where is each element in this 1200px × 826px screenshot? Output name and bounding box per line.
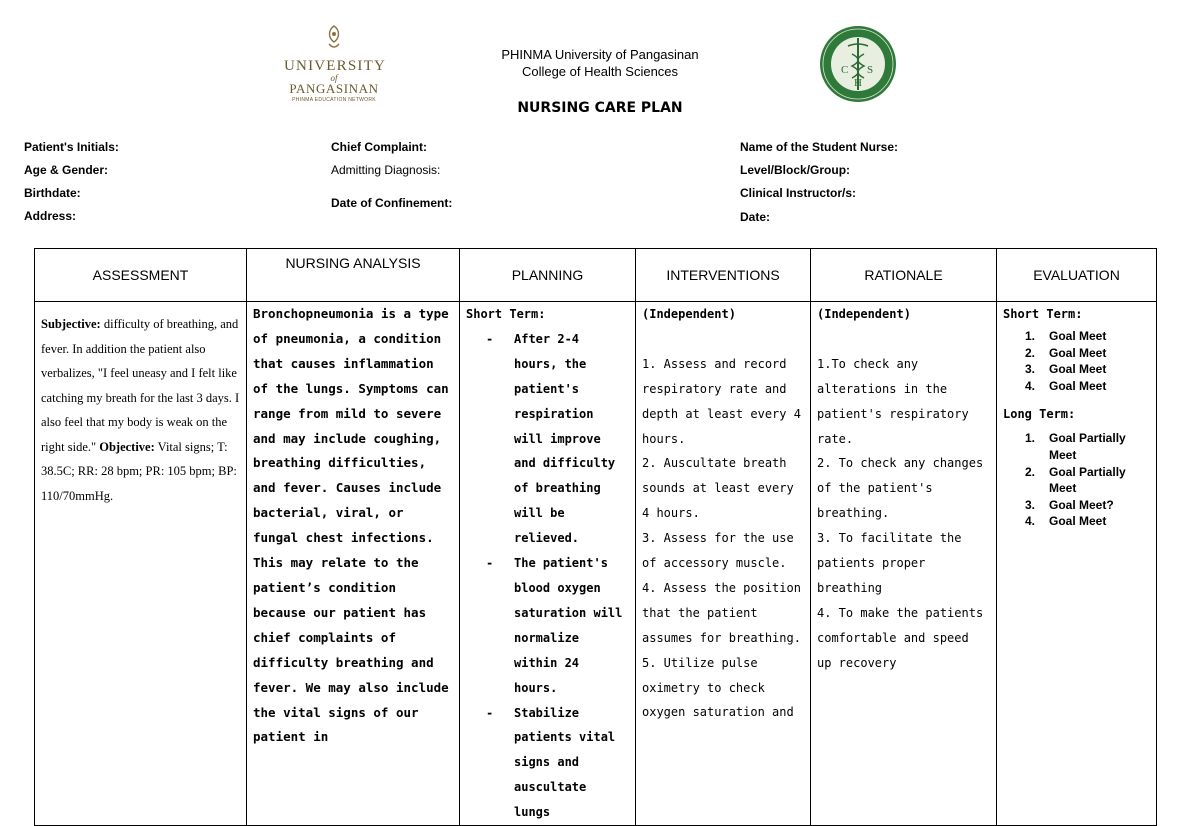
intervention-item-4: 4. Assess the position that the patient assumes for breathing. (642, 580, 801, 645)
interventions-content (636, 302, 810, 725)
evaluation-long-item-3: Goal Meet? (1049, 497, 1114, 512)
list-number: 4. (1025, 378, 1036, 393)
dash-bullet: - (486, 331, 494, 346)
date-label: Date: (740, 210, 771, 224)
evaluation-short-term-label: Short Term: (1003, 307, 1083, 321)
page-title: NURSING CARE PLAN (517, 100, 683, 116)
list-item (1003, 328, 1150, 345)
dash-bullet: - (486, 705, 494, 720)
seal-letter-s: S (867, 64, 874, 76)
college-name: College of Health Sciences (521, 64, 679, 79)
list-number: 1. (1025, 329, 1036, 343)
logo-text-university: UNIVERSITY (284, 58, 386, 74)
list-item (1003, 513, 1150, 530)
dash-bullet: - (486, 556, 494, 571)
list-item (466, 701, 629, 826)
list-item (466, 327, 629, 551)
clinical-instructor-label: Clinical Instructor/s: (740, 186, 857, 200)
rationale-independent-label: (Independent) (817, 307, 911, 321)
header-interventions: INTERVENTIONS (636, 249, 811, 302)
header-evaluation: EVALUATION (997, 249, 1157, 302)
evaluation-short-item-3: Goal Meet (1049, 362, 1107, 377)
planning-short-term-label: Short Term: (466, 307, 546, 321)
list-item (1003, 497, 1150, 514)
level-block-group-label: Level/Block/Group: (740, 163, 851, 177)
subjective-text: difficulty of breathing, and fever. In addition the patient also verbalizes, "I feel uneasy and I felt like catching my breath for the last 3 days. I also feel that my body is weak on the right side." (41, 317, 240, 454)
list-number: 4. (1025, 514, 1036, 529)
planning-content (460, 302, 635, 825)
list-number: 3. (1025, 497, 1036, 512)
list-item (466, 551, 629, 700)
evaluation-content (997, 302, 1156, 530)
planning-cell (460, 302, 636, 826)
evaluation-long-item-4: Goal Meet (1049, 514, 1107, 529)
list-item (1003, 464, 1150, 497)
address-label: Address: (24, 209, 77, 223)
list-item (1003, 378, 1150, 395)
list-item (1003, 430, 1150, 463)
rationale-item-3: 3. To facilitate the patients proper breathing (817, 531, 962, 595)
list-number: 3. (1025, 362, 1036, 377)
header-institution (450, 46, 750, 80)
analysis-term: Bronchopneumonia (253, 306, 374, 321)
header-nursing-analysis: NURSING ANALYSIS (247, 249, 460, 302)
rationale-item-4: 4. To make the patients comfortable and speed up recovery (817, 605, 984, 670)
planning-list (466, 327, 629, 825)
table-row (35, 302, 1157, 826)
intervention-item-1: 1. Assess and record respiratory rate and depth at least every 4 hours. (642, 356, 801, 446)
rationale-item-1: 1.To check any alterations in the patient's respiratory rate. (817, 356, 969, 446)
logo-text-of: of (330, 73, 338, 83)
university-logo (284, 24, 384, 104)
evaluation-long-item-2: Goal Partially Meet (1049, 464, 1126, 496)
list-number: 1. (1025, 431, 1036, 446)
nursing-care-plan-table (34, 248, 1157, 826)
evaluation-short-item-1: Goal Meet (1049, 329, 1107, 343)
intervention-item-3: 3. Assess for the use of accessory muscle. (642, 531, 794, 571)
university-name: PHINMA University of Pangasinan (501, 47, 699, 62)
planning-item-1: After 2-4 hours, the patient's respiration will improve and difficulty of breathing will be relieved. (514, 331, 616, 546)
birthdate-label: Birthdate: (24, 186, 81, 200)
evaluation-short-item-4: Goal Meet (1049, 378, 1107, 393)
rationale-content (811, 302, 996, 676)
logo-text-pangasinan: PANGASINAN (289, 81, 379, 96)
header-rationale: RATIONALE (811, 249, 997, 302)
interventions-independent-label: (Independent) (642, 307, 736, 321)
planning-item-3: Stabilize patients vital signs and auscultate lungs (514, 705, 616, 820)
rationale-item-2: 2. To check any changes of the patient's breathing. (817, 456, 984, 521)
analysis-text: is a type of pneumonia, a condition that causes inflammation of the lungs. Symptoms can range from mild to severe and may include coughing, breathing difficulties, and fever. Causes include bacterial, viral, or fungal chest infections. This may relate to the patient’s condition because our patient has chief complaints of difficulty breathing and fever. We may also include the vital signs of our patient in (253, 306, 449, 745)
admitting-diagnosis-label: Admitting Diagnosis: (331, 163, 441, 177)
date-of-confinement-label: Date of Confinement: (331, 196, 453, 210)
chs-seal-logo (818, 24, 898, 104)
evaluation-long-item-1: Goal Partially Meet (1049, 431, 1126, 462)
table-header-row (35, 249, 1157, 302)
objective-label: Objective: (99, 439, 155, 454)
planning-item-2: The patient's blood oxygen saturation will normalize within 24 hours. (514, 556, 623, 695)
list-number: 2. (1025, 345, 1036, 360)
evaluation-cell (997, 302, 1157, 826)
chief-complaint-label: Chief Complaint: (331, 140, 427, 154)
header-planning: PLANNING (460, 249, 636, 302)
interventions-cell (636, 302, 811, 826)
caduceus-seal-icon (818, 24, 898, 104)
logo-text-network: PHINMA EDUCATION NETWORK (292, 97, 376, 103)
evaluation-short-list (1003, 328, 1150, 394)
subjective-label: Subjective: (41, 317, 101, 331)
evaluation-long-term-label: Long Term: (1003, 407, 1076, 422)
header-assessment: ASSESSMENT (35, 249, 247, 302)
seal-letter-h: H (854, 77, 862, 89)
list-number: 2. (1025, 464, 1036, 479)
seal-letter-c: C (841, 64, 849, 76)
assessment-cell (35, 302, 247, 826)
rationale-cell (811, 302, 997, 826)
assessment-content (35, 302, 246, 508)
analysis-cell (247, 302, 460, 826)
list-item (1003, 361, 1150, 378)
objective-text: Vital signs; T: 38.5C; RR: 28 bpm; PR: 105 bpm; BP: 110/70mmHg. (41, 439, 237, 503)
evaluation-short-item-2: Goal Meet (1049, 345, 1107, 360)
analysis-content (247, 302, 459, 750)
age-gender-label: Age & Gender: (24, 163, 109, 177)
list-item (1003, 345, 1150, 362)
student-nurse-label: Name of the Student Nurse: (740, 140, 899, 154)
university-emblem-icon (319, 24, 349, 52)
evaluation-long-list (1003, 430, 1150, 530)
intervention-item-5: 5. Utilize pulse oximetry to check oxygen saturation and (642, 655, 794, 720)
intervention-item-2: 2. Auscultate breath sounds at least every 4 hours. (642, 456, 794, 521)
patient-initials-label: Patient's Initials: (24, 140, 119, 154)
